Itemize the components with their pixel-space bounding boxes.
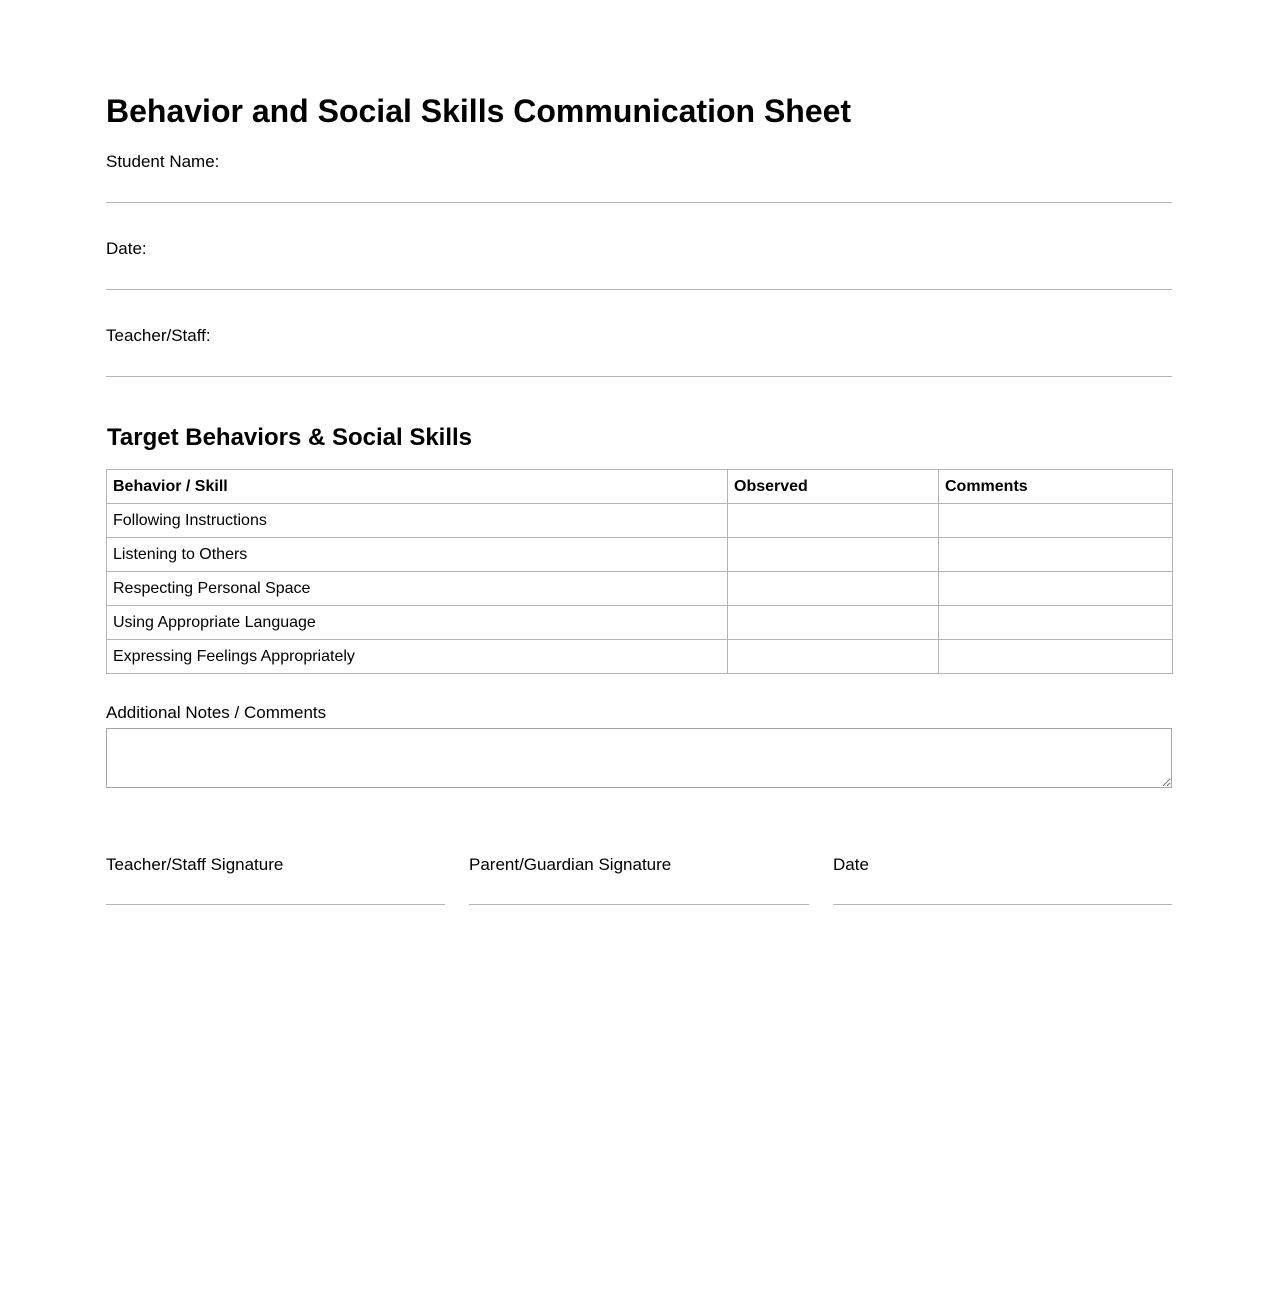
student-name-input[interactable] xyxy=(106,174,1172,200)
signature-date-field[interactable] xyxy=(833,855,1172,905)
teacher-staff-input[interactable] xyxy=(106,348,1172,374)
student-name-label: Student Name: xyxy=(106,152,220,171)
signature-date-label: Date xyxy=(833,855,869,874)
observed-cell[interactable] xyxy=(728,640,939,674)
observed-cell[interactable] xyxy=(728,606,939,640)
column-header-skill: Behavior / Skill xyxy=(107,470,728,504)
observed-cell[interactable] xyxy=(728,572,939,606)
table-row xyxy=(107,640,1173,674)
date-label: Date: xyxy=(106,239,147,258)
comments-cell[interactable] xyxy=(939,538,1173,572)
page-title: Behavior and Social Skills Communication Sheet xyxy=(106,93,852,129)
table-row xyxy=(107,572,1173,606)
section-title: Target Behaviors & Social Skills xyxy=(107,424,473,451)
table-header-row xyxy=(107,470,1173,504)
teacher-staff-field[interactable] xyxy=(106,326,1172,377)
comments-cell[interactable] xyxy=(939,606,1173,640)
skills-table xyxy=(106,469,1173,674)
comments-cell[interactable] xyxy=(939,640,1173,674)
column-header-observed: Observed xyxy=(728,470,939,504)
comments-cell[interactable] xyxy=(939,504,1173,538)
observed-cell[interactable] xyxy=(728,504,939,538)
table-row xyxy=(107,538,1173,572)
notes-label: Additional Notes / Comments xyxy=(106,703,327,722)
skill-cell: Expressing Feelings Appropriately xyxy=(107,640,728,674)
column-header-comments: Comments xyxy=(939,470,1173,504)
teacher-signature-field[interactable] xyxy=(106,855,445,905)
parent-signature-label: Parent/Guardian Signature xyxy=(469,855,672,874)
notes-textarea[interactable] xyxy=(106,728,1172,788)
comments-cell[interactable] xyxy=(939,572,1173,606)
skill-cell: Respecting Personal Space xyxy=(107,572,728,606)
date-input[interactable] xyxy=(106,261,1172,287)
parent-signature-field[interactable] xyxy=(469,855,809,905)
teacher-signature-label: Teacher/Staff Signature xyxy=(106,855,284,874)
teacher-staff-label: Teacher/Staff: xyxy=(106,326,211,345)
student-name-field[interactable] xyxy=(106,152,1172,203)
skill-cell: Listening to Others xyxy=(107,538,728,572)
date-field[interactable] xyxy=(106,239,1172,290)
observed-cell[interactable] xyxy=(728,538,939,572)
skill-cell: Following Instructions xyxy=(107,504,728,538)
table-row xyxy=(107,606,1173,640)
table-row xyxy=(107,504,1173,538)
skill-cell: Using Appropriate Language xyxy=(107,606,728,640)
